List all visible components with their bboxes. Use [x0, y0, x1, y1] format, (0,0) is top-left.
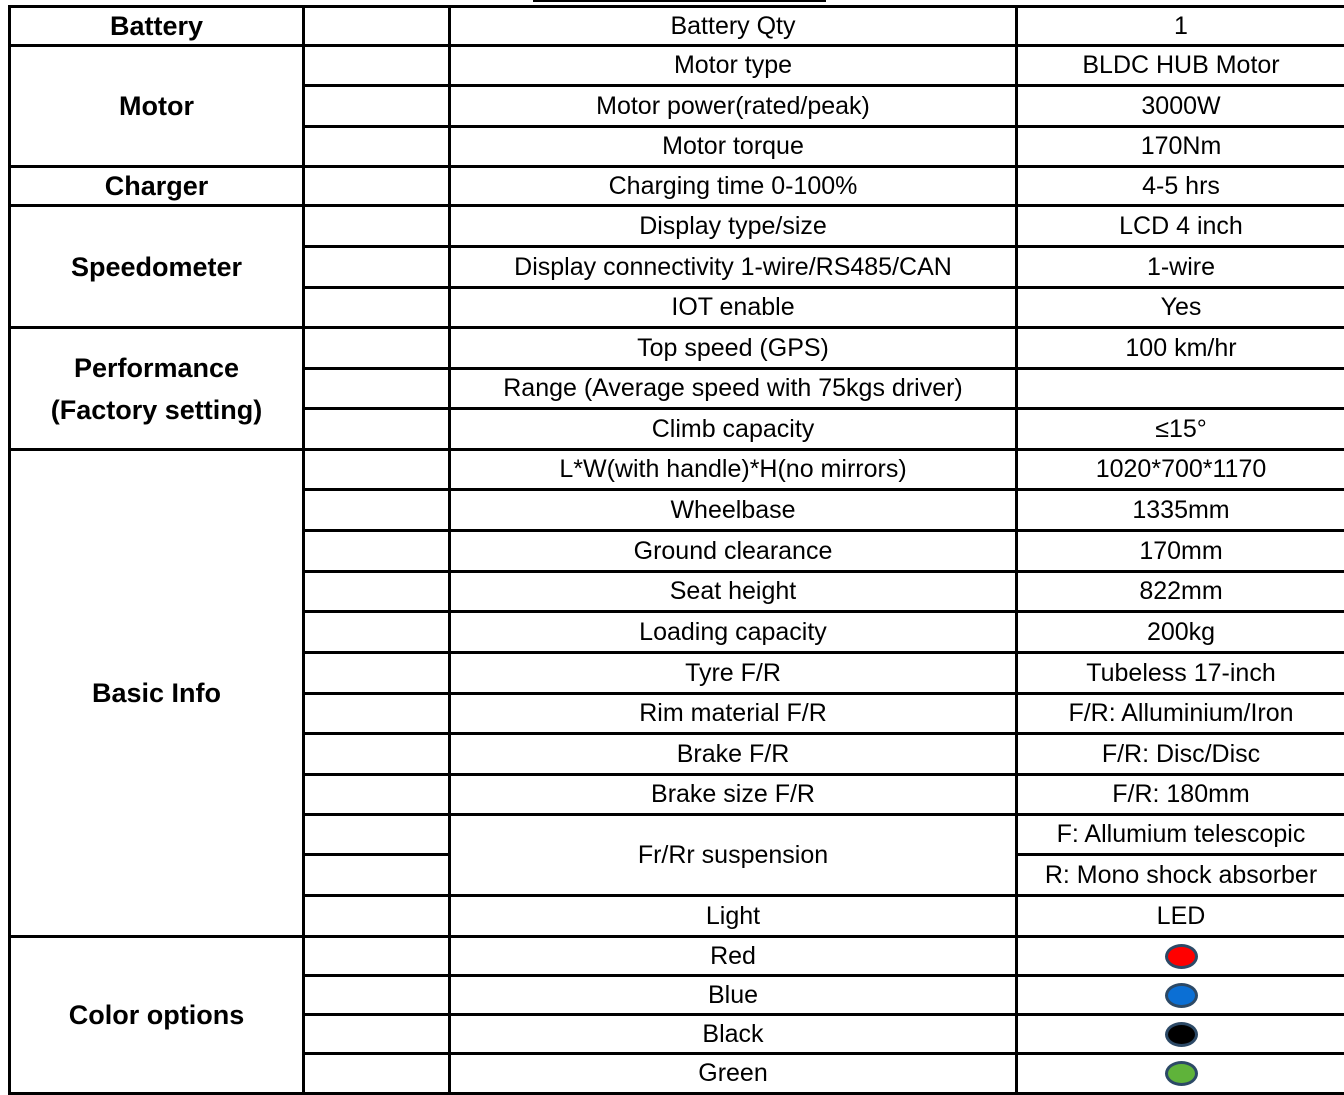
value-cell: 1335mm	[1132, 495, 1230, 524]
param-cell: Blue	[707, 980, 759, 1009]
param-cell: Range (Average speed with 75kgs driver)	[503, 374, 963, 402]
param-cell: Tyre F/R	[685, 658, 781, 687]
value-cell: Tubeless 17-inch	[1086, 658, 1276, 687]
param-cell: Climb capacity	[651, 414, 815, 443]
color-value-cell	[1018, 1016, 1344, 1052]
category-speedometer: Speedometer	[70, 251, 243, 282]
param-cell: L*W(with handle)*H(no mirrors)	[559, 455, 907, 483]
category-color-options: Color options	[68, 1000, 245, 1030]
color-value-cell	[1018, 938, 1344, 974]
color-value-cell	[1018, 977, 1344, 1013]
value-cell: F/R: Alluminium/Iron	[1068, 699, 1294, 727]
param-cell: Red	[710, 941, 756, 970]
value-cell: 170mm	[1139, 536, 1223, 565]
param-cell: Ground clearance	[633, 536, 833, 565]
value-cell: BLDC HUB Motor	[1082, 51, 1280, 79]
param-cell: Motor type	[673, 51, 793, 79]
param-cell: Top speed (GPS)	[637, 333, 829, 362]
color-swatch-icon	[1165, 1022, 1198, 1047]
value-cell: 200kg	[1146, 617, 1216, 646]
category-motor: Motor	[119, 91, 194, 121]
value-cell: 1	[1174, 11, 1188, 40]
color-swatch-icon	[1165, 983, 1198, 1008]
param-cell: Brake F/R	[676, 739, 790, 768]
category-performance: Performance (Factory setting)	[50, 352, 263, 425]
value-cell: 1-wire	[1146, 252, 1216, 281]
value-cell: LED	[1156, 901, 1206, 930]
value-cell: Yes	[1160, 293, 1202, 321]
category-basic-info: Basic Info	[91, 678, 222, 708]
param-cell: IOT enable	[671, 293, 795, 321]
value-cell: F/R: 180mm	[1112, 780, 1250, 808]
param-cell: Light	[705, 901, 761, 930]
color-swatch-icon	[1165, 944, 1198, 969]
param-cell: Wheelbase	[670, 495, 796, 524]
param-cell: Brake size F/R	[651, 780, 815, 808]
value-cell: LCD 4 inch	[1119, 211, 1243, 240]
value-cell: F/R: Disc/Disc	[1101, 739, 1261, 768]
color-swatch-icon	[1165, 1061, 1198, 1086]
param-cell: Motor torque	[662, 132, 804, 160]
category-battery: Battery	[109, 11, 204, 41]
param-cell: Display connectivity 1-wire/RS485/CAN	[514, 252, 952, 281]
category-charger: Charger	[104, 171, 209, 201]
param-cell: Fr/Rr suspension	[637, 840, 829, 869]
value-cell: 3000W	[1141, 91, 1221, 120]
param-cell: Motor power(rated/peak)	[596, 91, 870, 120]
value-cell: 4-5 hrs	[1142, 171, 1220, 200]
value-cell: 100 km/hr	[1125, 333, 1237, 362]
value-cell: 1020*700*1170	[1095, 455, 1267, 483]
param-cell: Rim material F/R	[639, 699, 827, 727]
value-cell: F: Allumium telescopic	[1056, 820, 1306, 848]
param-cell: Loading capacity	[639, 617, 827, 646]
param-cell: Charging time 0-100%	[608, 171, 858, 200]
param-cell: Battery Qty	[670, 11, 796, 40]
top-border-mark	[533, 0, 826, 2]
value-cell: 822mm	[1139, 577, 1223, 605]
color-value-cell	[1018, 1055, 1344, 1092]
value-cell	[1018, 370, 1344, 407]
param-cell: Black	[702, 1019, 764, 1048]
value-cell: ≤15°	[1155, 414, 1207, 443]
value-cell: 170Nm	[1140, 132, 1222, 160]
param-cell: Display type/size	[639, 211, 827, 240]
column-divider	[302, 5, 305, 1092]
value-cell: R: Mono shock absorber	[1044, 860, 1318, 889]
param-cell: Green	[698, 1059, 768, 1087]
param-cell: Seat height	[669, 577, 797, 605]
